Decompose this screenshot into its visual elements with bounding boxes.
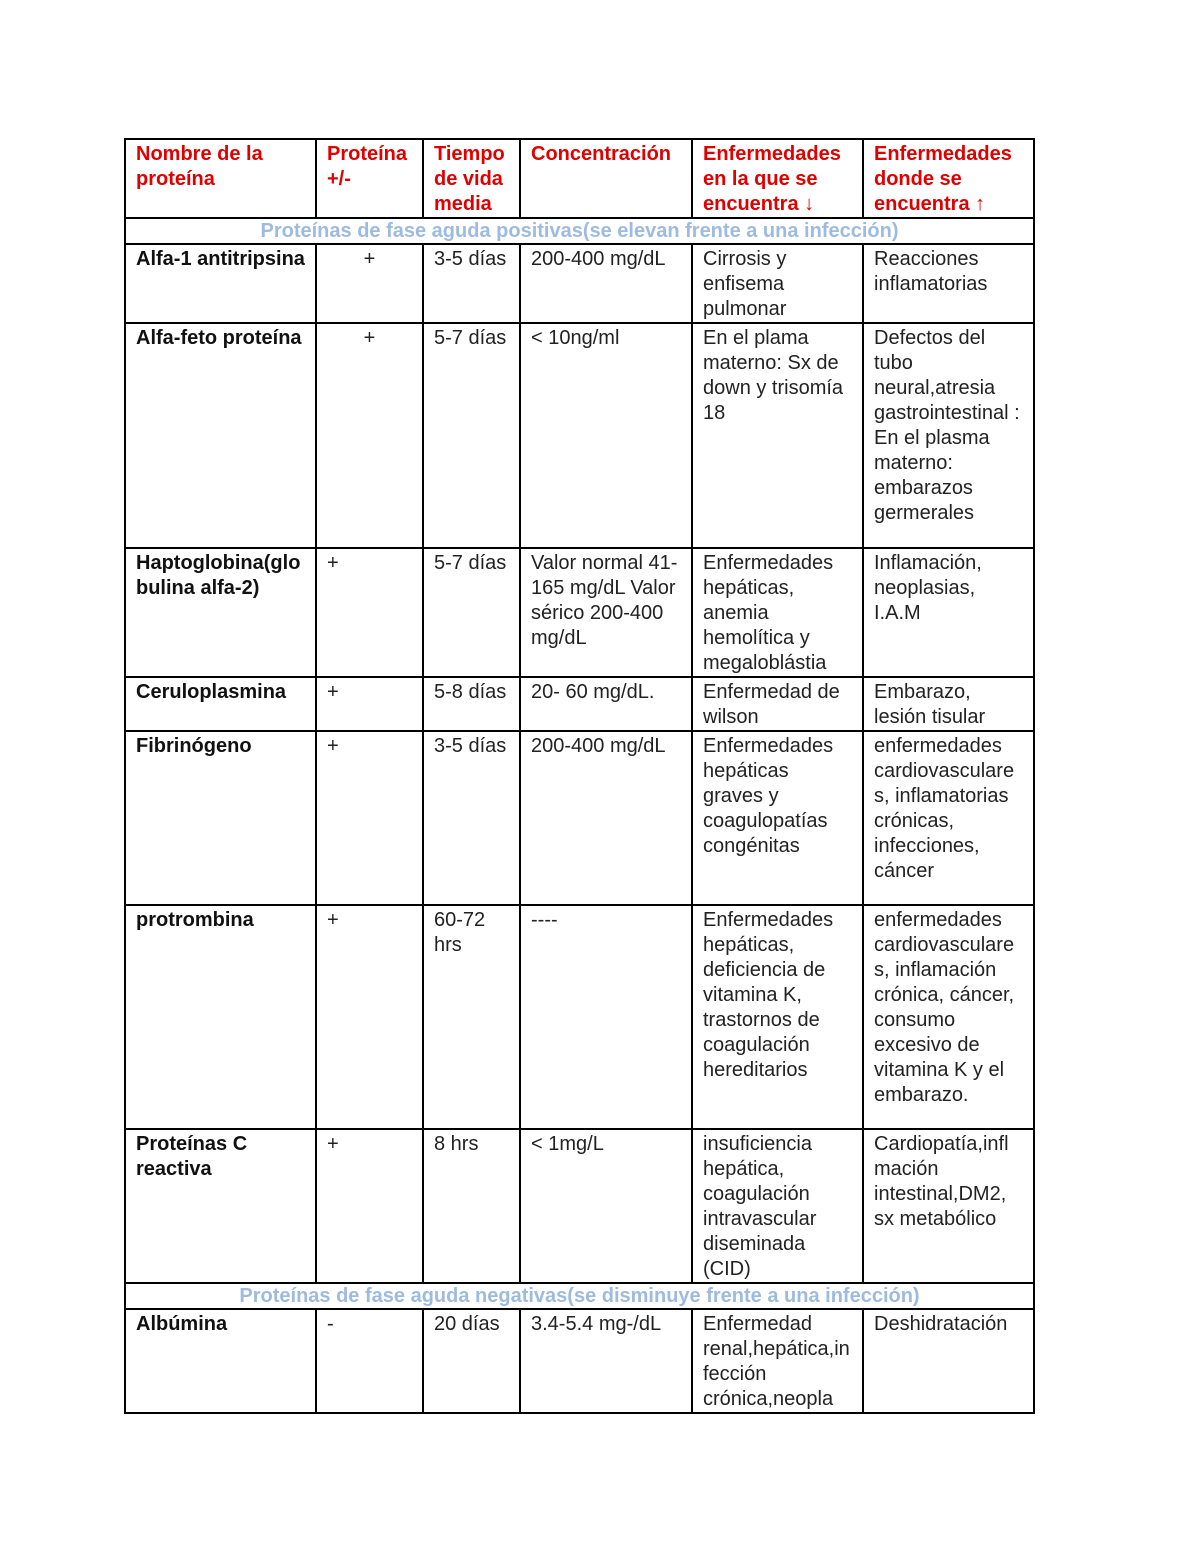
- half-life: 8 hrs: [423, 1129, 520, 1283]
- concentration: 200-400 mg/dL: [520, 731, 692, 905]
- increased-diseases: Deshidratación: [863, 1309, 1034, 1413]
- decreased-diseases: Enfermedades hepáticas graves y coagulopatías congénitas: [692, 731, 863, 905]
- protein-sign: +: [316, 1129, 423, 1283]
- table-row: [125, 905, 1034, 1129]
- section-row-negative: [125, 1283, 1034, 1309]
- protein-name: Fibrinógeno: [125, 731, 316, 905]
- decreased-diseases: Enfermedad de wilson: [692, 677, 863, 731]
- header-sign: Proteína +/-: [316, 139, 423, 218]
- protein-sign: +: [316, 323, 423, 548]
- protein-name: Ceruloplasmina: [125, 677, 316, 731]
- concentration: 20- 60 mg/dL.: [520, 677, 692, 731]
- protein-sign: -: [316, 1309, 423, 1413]
- protein-sign: +: [316, 548, 423, 677]
- concentration: Valor normal 41-165 mg/dL Valor sérico 200-400 mg/dL: [520, 548, 692, 677]
- half-life: 3-5 días: [423, 244, 520, 323]
- decreased-diseases: Enfermedad renal,hepática,infección crónica,neopla: [692, 1309, 863, 1413]
- section-title-negative: Proteínas de fase aguda negativas(se disminuye frente a una infección): [125, 1283, 1034, 1309]
- increased-diseases: enfermedades cardiovasculares, inflamación crónica, cáncer, consumo excesivo de vitamina K y el embarazo.: [863, 905, 1034, 1129]
- increased-diseases: enfermedades cardiovasculares, inflamatorias crónicas, infecciones, cáncer: [863, 731, 1034, 905]
- header-name: Nombre de la proteína: [125, 139, 316, 218]
- table-row: [125, 731, 1034, 905]
- half-life: 60-72 hrs: [423, 905, 520, 1129]
- decreased-diseases: En el plama materno: Sx de down y trisomía 18: [692, 323, 863, 548]
- protein-name: Haptoglobina(globulina alfa-2): [125, 548, 316, 677]
- concentration: 200-400 mg/dL: [520, 244, 692, 323]
- protein-sign: +: [316, 905, 423, 1129]
- concentration: < 1mg/L: [520, 1129, 692, 1283]
- concentration: 3.4-5.4 mg-/dL: [520, 1309, 692, 1413]
- half-life: 3-5 días: [423, 731, 520, 905]
- decreased-diseases: Enfermedades hepáticas, anemia hemolítica y megaloblástia: [692, 548, 863, 677]
- protein-name: protrombina: [125, 905, 316, 1129]
- concentration: < 10ng/ml: [520, 323, 692, 548]
- table-row: [125, 323, 1034, 548]
- table-row: [125, 1309, 1034, 1413]
- table-row: [125, 244, 1034, 323]
- increased-diseases: Cardiopatía,inflmación intestinal,DM2, sx metabólico: [863, 1129, 1034, 1283]
- half-life: 5-8 días: [423, 677, 520, 731]
- half-life: 5-7 días: [423, 548, 520, 677]
- table-row: [125, 548, 1034, 677]
- header-concentration: Concentración: [520, 139, 692, 218]
- header-decreased: Enfermedades en la que se encuentra ↓: [692, 139, 863, 218]
- header-increased: Enfermedades donde se encuentra ↑: [863, 139, 1034, 218]
- protein-table: [124, 138, 1035, 1414]
- increased-diseases: Embarazo, lesión tisular: [863, 677, 1034, 731]
- header-half-life: Tiempo de vida media: [423, 139, 520, 218]
- decreased-diseases: Cirrosis y enfisema pulmonar: [692, 244, 863, 323]
- table-row: [125, 677, 1034, 731]
- increased-diseases: Defectos del tubo neural,atresia gastrointestinal : En el plasma materno: embarazos germerales: [863, 323, 1034, 548]
- header-row: [125, 139, 1034, 218]
- increased-diseases: Inflamación, neoplasias, I.A.M: [863, 548, 1034, 677]
- protein-name: Proteínas C reactiva: [125, 1129, 316, 1283]
- half-life: 20 días: [423, 1309, 520, 1413]
- concentration: ----: [520, 905, 692, 1129]
- protein-sign: +: [316, 731, 423, 905]
- protein-name: Alfa-1 antitripsina: [125, 244, 316, 323]
- increased-diseases: Reacciones inflamatorias: [863, 244, 1034, 323]
- protein-sign: +: [316, 677, 423, 731]
- decreased-diseases: insuficiencia hepática, coagulación intravascular diseminada (CID): [692, 1129, 863, 1283]
- decreased-diseases: Enfermedades hepáticas, deficiencia de vitamina K, trastornos de coagulación hereditarios: [692, 905, 863, 1129]
- section-row-positive: [125, 218, 1034, 244]
- protein-name: Alfa-feto proteína: [125, 323, 316, 548]
- half-life: 5-7 días: [423, 323, 520, 548]
- protein-sign: +: [316, 244, 423, 323]
- protein-name: Albúmina: [125, 1309, 316, 1413]
- section-title-positive: Proteínas de fase aguda positivas(se elevan frente a una infección): [125, 218, 1034, 244]
- table-row: [125, 1129, 1034, 1283]
